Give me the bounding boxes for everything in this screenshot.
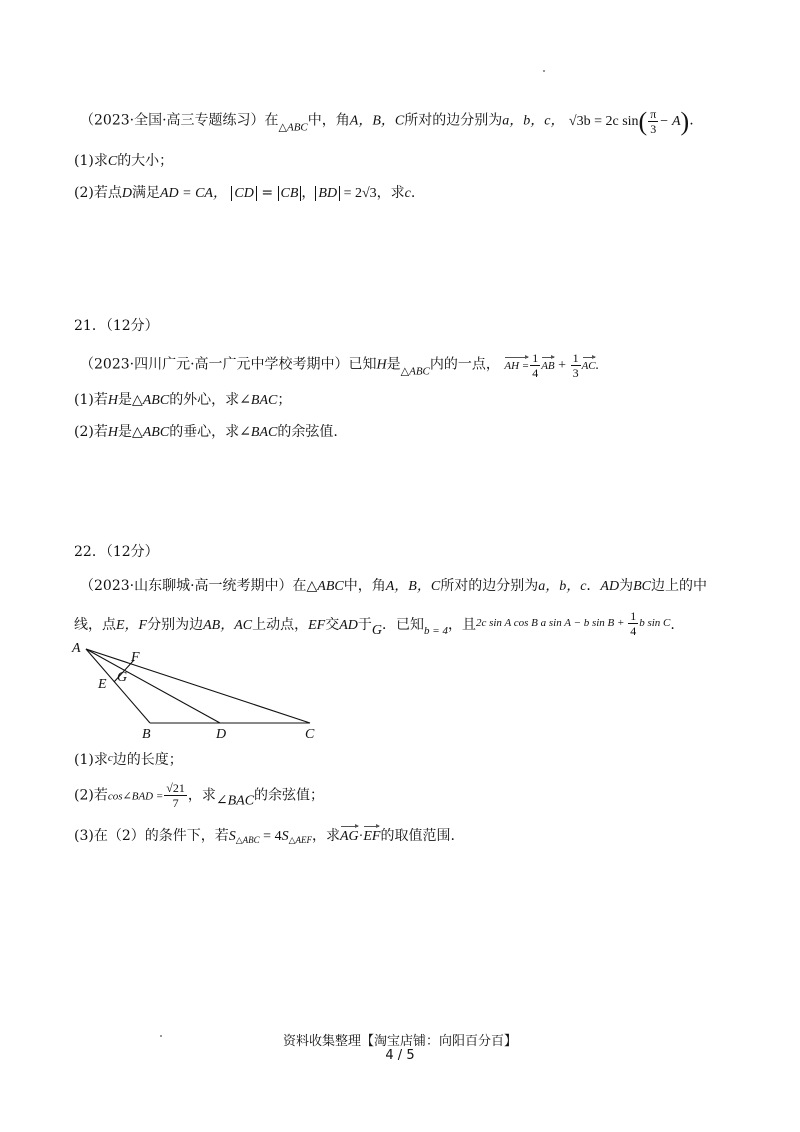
q21-p2-angle: ∠BAC <box>239 425 278 440</box>
q20-p2-cd: CD <box>234 186 254 201</box>
q22-l2-d: 交 <box>325 617 340 634</box>
q21-p1-end: ； <box>277 392 292 408</box>
q20-p2-cb: CB <box>280 186 299 201</box>
q21-p1-a: (1)若 <box>74 392 108 408</box>
q20-p2-D: D <box>121 186 132 201</box>
q21-f1-num: 1 <box>532 351 539 365</box>
q22-p3-s1: S <box>228 829 236 844</box>
q21-p1-c: 的外心，求 <box>169 392 240 408</box>
q22-triangle: △ABC <box>306 579 344 594</box>
q22-p2-fd: 7 <box>172 796 179 810</box>
q22-p3-a: (3)在（2）的条件下，若 <box>74 828 229 844</box>
q21-p2-c: 的垂心，求 <box>169 424 240 440</box>
q21-source: （2023·四川广元·高一广元中学校考期中）已知 <box>80 356 377 373</box>
q20-p2-dot: . <box>410 185 416 201</box>
q22-p3-eq: = 4 <box>259 829 282 844</box>
q20-p2-c: c <box>404 186 411 201</box>
q21-f2-den: 3 <box>572 366 579 380</box>
q21-p1-tri: △ABC <box>131 393 170 408</box>
q22-l1-a: （2023·山东聊城·高一统考期中）在 <box>80 578 307 594</box>
q22-part1 <box>74 752 183 768</box>
q21-p1-angle: ∠BAC <box>239 393 278 408</box>
q20-triangle: △ABC <box>278 121 308 134</box>
q22-cond: 2c sin A cos B a sin A − b sin B + <box>475 617 628 630</box>
q22-p2-angle: ∠BAC <box>215 793 255 809</box>
q20-p2-b: 满足 <box>131 185 160 201</box>
q22-b4: b = 4 <box>424 625 448 638</box>
q21-p2-tri: △ABC <box>131 425 170 440</box>
q22-G: G <box>371 623 383 639</box>
q20-frac-den: 3 <box>650 122 657 136</box>
q22-EFv: EF <box>308 618 326 634</box>
q22-p2-a: (2)若 <box>74 787 108 804</box>
q21-inside: 内的一点， <box>429 356 500 373</box>
q22-p2-cos: cos∠BAD = <box>107 790 164 803</box>
q20-period: . <box>689 112 694 129</box>
q20-eq-minus: − A <box>659 113 681 129</box>
q21-p1-b: 是 <box>117 392 132 408</box>
q22-p2-fn: √21 <box>166 781 185 795</box>
q20-p2-end: ，求 <box>376 185 405 201</box>
q20-source: （2023·全国·高三专题练习）在 <box>80 112 279 129</box>
q22-EF: E，F <box>116 618 148 634</box>
q21-p2-end: 的余弦值. <box>277 424 338 440</box>
q22-l2-c: 上动点， <box>252 617 309 634</box>
q21-H: H <box>376 357 387 373</box>
q22-line2 <box>74 610 675 639</box>
q22-l2-b: 分别为边 <box>147 617 204 634</box>
label-f: F <box>131 650 140 665</box>
q22-AD: AD <box>600 579 620 594</box>
q22-cond-fd: 4 <box>630 624 637 638</box>
q22-p3-ef: EF <box>363 829 381 844</box>
q22-condition <box>475 609 671 638</box>
q20-part2: (2)若点D满足AD = CA， CD = CB ， BD = 2√3，求c. <box>74 185 416 201</box>
q21-equation: AH = $\frac{1}{4}$ AB + $\frac{1}{3}$ AC. <box>504 351 600 380</box>
q22-p1-b: 边的长度； <box>112 752 183 768</box>
segment-ac <box>86 649 310 723</box>
q21-is: 是 <box>386 356 401 373</box>
q22-AB: AB，AC <box>203 618 253 634</box>
q22-p3-s2: S <box>281 829 289 844</box>
q22-l1-e: 为 <box>619 578 634 594</box>
q21-plus: + <box>554 357 570 373</box>
q21-p2-b: 是 <box>117 424 132 440</box>
q21-part1 <box>74 392 291 409</box>
q22-l1-c: 所对的边分别为 <box>440 578 539 594</box>
q20-stem-text: 中，角 <box>307 112 350 129</box>
q21-p2-a: (2)若 <box>74 424 108 440</box>
q22-p3-dot: · <box>358 829 364 844</box>
q20-part1 <box>74 153 173 170</box>
q22-AD2: AD <box>339 618 358 634</box>
label-e: E <box>98 677 107 692</box>
q20-p2-a: (2)若点 <box>74 185 122 201</box>
q20-p2-vec-eq: AD = CA， <box>159 186 227 201</box>
q22-p2-b: ，求 <box>187 787 216 804</box>
q20-stem <box>80 108 694 135</box>
q20-frac-num: π <box>650 107 657 121</box>
q22-part2 <box>74 782 324 810</box>
label-g: G <box>117 670 128 685</box>
q22-l2-f: ．已知 <box>382 617 425 634</box>
q22-BC: BC <box>633 579 651 594</box>
q22-l2-a: 线，点 <box>74 617 116 634</box>
q21-f1-den: 4 <box>532 366 539 380</box>
q21-vec-ab: AB <box>541 359 555 372</box>
q22-p3-s2-sub: △AEF <box>288 835 312 845</box>
q20-p2-bd: BD <box>318 186 338 201</box>
q22-p3-ag: AG <box>340 829 359 844</box>
q20-sides: a，b，c， <box>502 113 565 129</box>
q22-line1 <box>80 578 707 595</box>
q21-p2-H: H <box>107 425 118 440</box>
q22-l1-f: 边上的中 <box>650 578 707 594</box>
q20-equation: √3b = 2c sin( $\frac{\pi}{3}$ − A) <box>568 106 690 136</box>
q21-stem <box>80 352 599 379</box>
q22-p3-c: 的取值范围. <box>380 828 455 844</box>
page-number: 4 / 5 <box>385 1048 415 1063</box>
q20-angles: A，B，C <box>349 113 405 129</box>
q22-l1-d: ． <box>586 578 601 594</box>
q22-l1-b: 中，角 <box>343 578 386 594</box>
q22-l2-g: ，且 <box>447 617 476 634</box>
q21-vec-ah: AH = <box>504 359 530 372</box>
q20-p1-a: (1)求 <box>74 153 108 169</box>
q21-p1-H: H <box>107 393 118 408</box>
figure-lines <box>86 649 310 723</box>
q21-f2-num: 1 <box>572 351 579 365</box>
q20-p2-eq: = <box>256 185 278 201</box>
q22-cond-end: b sin C <box>639 617 671 630</box>
q22-p1-a: (1)求 <box>74 752 108 768</box>
q21-vec-ac: AC <box>581 359 596 372</box>
q22-number: 22．（12分） <box>74 544 159 560</box>
label-b: B <box>142 727 151 740</box>
q21-part2 <box>74 424 338 441</box>
q21-triangle: △ABC <box>400 365 430 378</box>
q22-l2-e: 于 <box>357 617 372 634</box>
q22-cond-fn: 1 <box>630 609 637 623</box>
q22-triangle-figure <box>70 640 330 740</box>
q20-eq-left: √3b = 2c sin <box>568 113 639 129</box>
q22-cond-dot: . <box>670 617 675 634</box>
q22-p3-s1-sub: △ABC <box>235 835 260 845</box>
q20-p2-val: = 2√3 <box>340 186 377 201</box>
q22-p1-c: c <box>107 752 113 764</box>
q20-p1-var: C <box>107 154 118 169</box>
q22-sides: a，b，c <box>538 579 587 594</box>
label-a: A <box>72 641 81 656</box>
q22-part3 <box>74 828 455 845</box>
q22-p2-c: 的余弦值； <box>254 787 325 804</box>
q22-vars: A，B，C <box>385 579 441 594</box>
footer-note: 资料收集整理【淘宝店铺：向阳百分百】 <box>282 1034 517 1049</box>
label-d: D <box>216 727 227 740</box>
speck-mark <box>543 70 545 72</box>
q22-p3-b: ，求 <box>312 828 340 844</box>
q21-number: 21．（12分） <box>74 318 159 334</box>
q20-p1-end: 的大小； <box>117 153 174 169</box>
label-c: C <box>305 727 315 740</box>
q20-stem-text2: 所对的边分别为 <box>404 112 503 129</box>
